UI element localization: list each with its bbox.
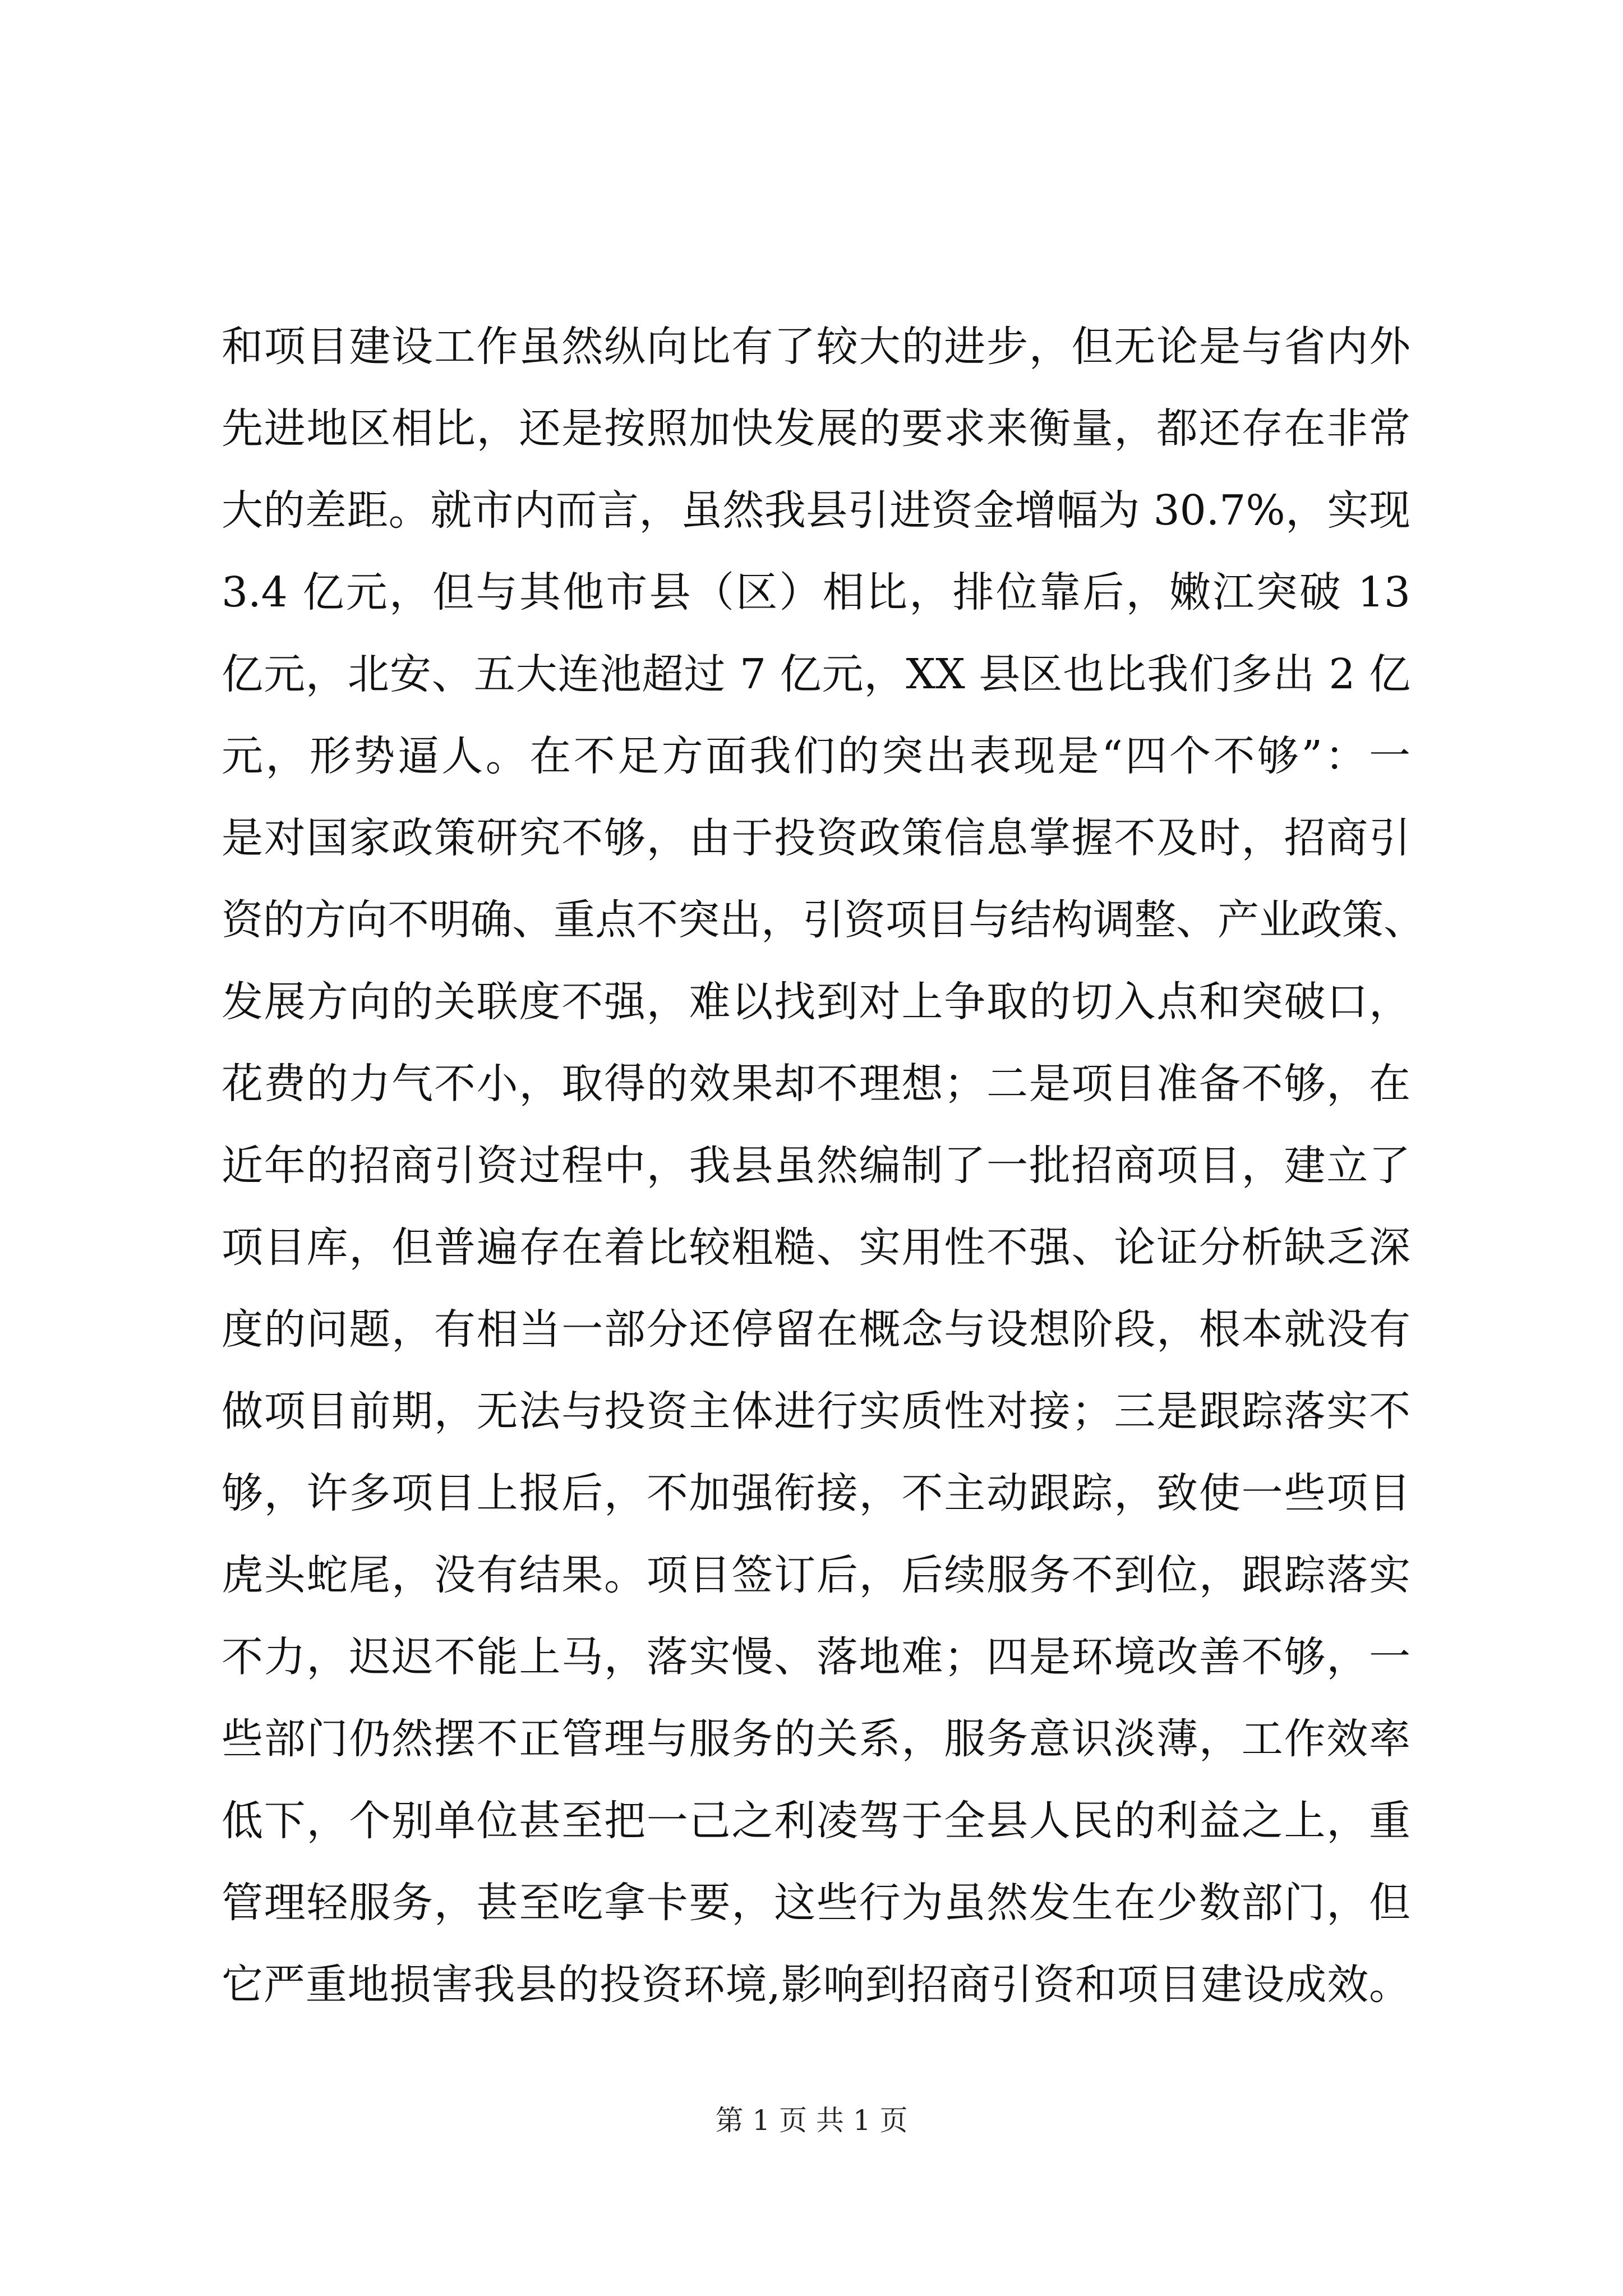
text-line: 项目库，但普遍存在着比较粗糙、实用性不强、论证分析缺乏深 xyxy=(222,1223,1410,1272)
text-line: 不力，迟迟不能上马，落实慢、落地难；四是环境改善不够，一 xyxy=(222,1633,1410,1681)
text-line: 发展方向的关联度不强，难以找到对上争取的切入点和突破口， xyxy=(222,978,1410,1026)
page-number-footer: 第 1 页 共 1 页 xyxy=(715,2104,908,2137)
text-line: 做项目前期，无法与投资主体进行实质性对接；三是跟踪落实不 xyxy=(222,1387,1410,1435)
text-line: 亿元，北安、五大连池超过 7 亿元，XX 县区也比我们多出 2 亿 xyxy=(222,650,1410,698)
text-line: 大的差距。就市内而言，虽然我县引进资金增幅为 30.7%，实现 xyxy=(222,486,1410,535)
text-line: 先进地区相比，还是按照加快发展的要求来衡量，都还存在非常 xyxy=(222,404,1410,453)
text-line: 花费的力气不小，取得的效果却不理想；二是项目准备不够，在 xyxy=(222,1060,1410,1108)
text-line: 是对国家政策研究不够，由于投资政策信息掌握不及时，招商引 xyxy=(222,814,1410,862)
text-line: 资的方向不明确、重点不突出，引资项目与结构调整、产业政策、 xyxy=(222,896,1425,944)
text-line: 管理轻服务，甚至吃拿卡要，这些行为虽然发生在少数部门，但 xyxy=(222,1879,1410,1927)
text-line: 3.4 亿元，但与其他市县（区）相比，排位靠后，嫩江突破 13 xyxy=(222,568,1410,616)
text-line: 低下，个别单位甚至把一己之利凌驾于全县人民的利益之上，重 xyxy=(222,1797,1410,1845)
text-line: 元，形势逼人。在不足方面我们的突出表现是“四个不够”：一 xyxy=(222,732,1410,780)
text-line: 虎头蛇尾，没有结果。项目签订后，后续服务不到位，跟踪落实 xyxy=(222,1551,1410,1599)
body-text xyxy=(222,306,1425,2026)
text-line: 度的问题，有相当一部分还停留在概念与设想阶段，根本就没有 xyxy=(222,1305,1410,1354)
text-line: 和项目建设工作虽然纵向比有了较大的进步，但无论是与省内外 xyxy=(222,323,1410,371)
text-line: 近年的招商引资过程中，我县虽然编制了一批招商项目，建立了 xyxy=(222,1142,1410,1190)
text-line: 些部门仍然摆不正管理与服务的关系，服务意识淡薄，工作效率 xyxy=(222,1715,1410,1763)
text-line: 够，许多项目上报后，不加强衔接，不主动跟踪，致使一些项目 xyxy=(222,1469,1410,1517)
text-line: 它严重地损害我县的投资环境,影响到招商引资和项目建设成效。 xyxy=(222,1961,1410,2009)
